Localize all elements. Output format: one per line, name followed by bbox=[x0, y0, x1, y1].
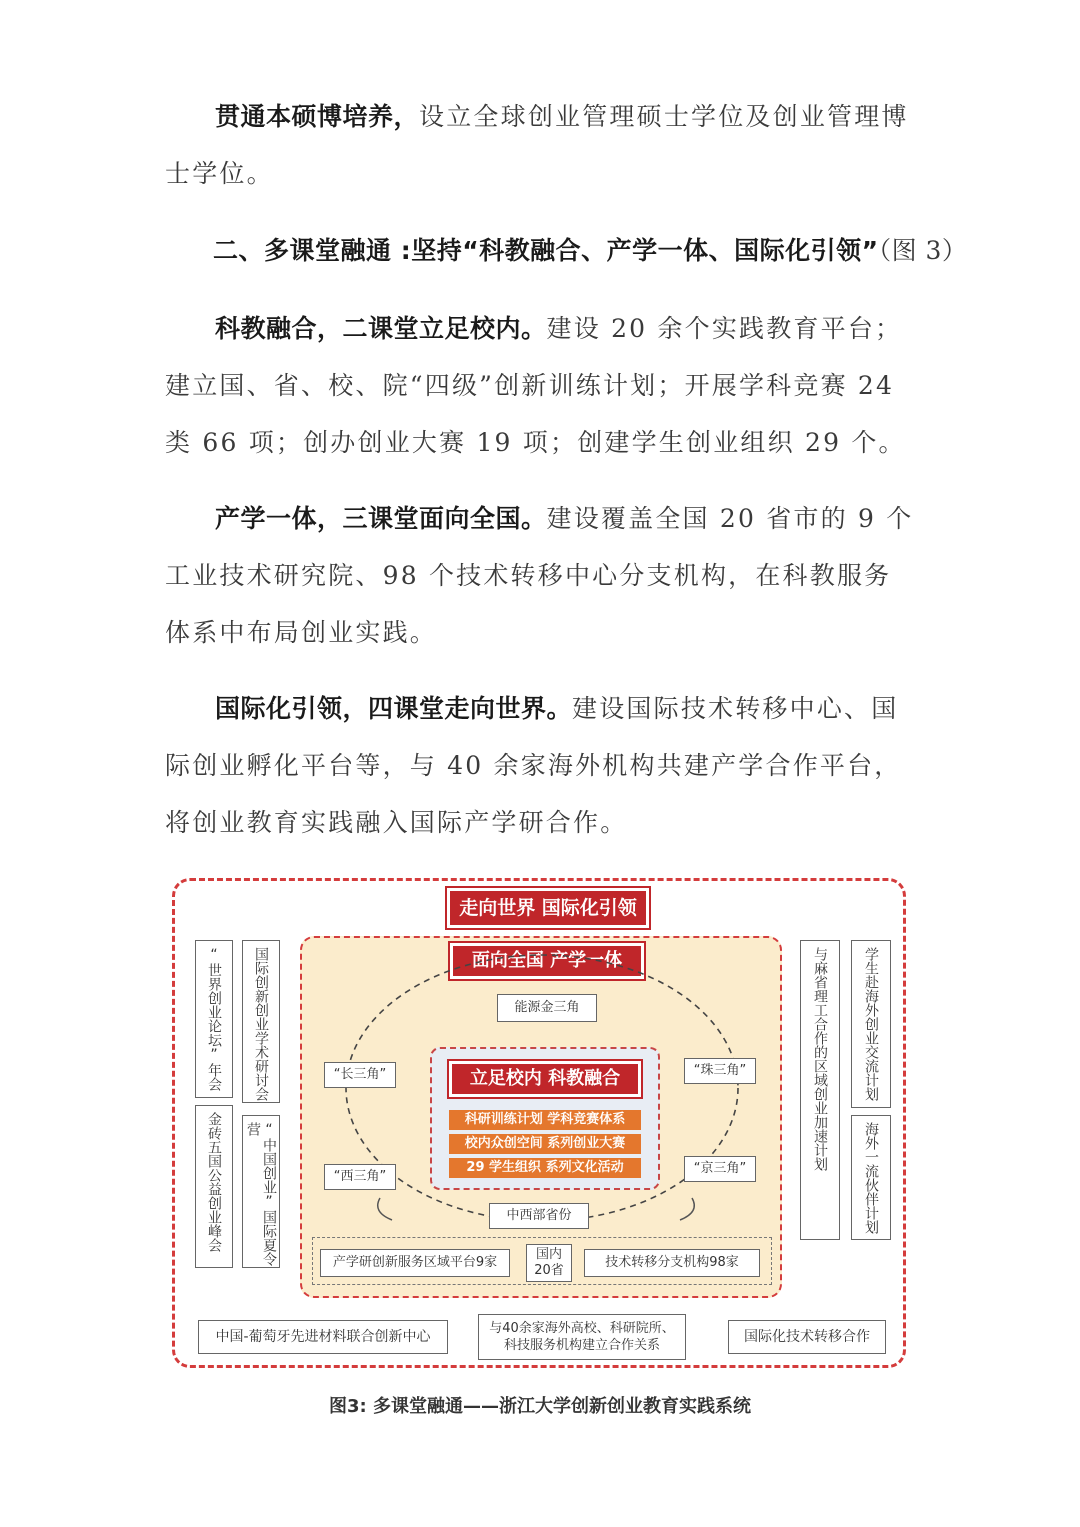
figure-caption: 图3: 多课堂融通——浙江大学创新创业教育实践系统 bbox=[329, 1396, 751, 1417]
paragraph-lead: 产学一体，三课堂面向全国。 bbox=[215, 504, 547, 533]
bottom-box-intl-tech-transfer: 国际化技术转移合作 bbox=[728, 1320, 886, 1354]
bottom-box-overseas-partners: 与40余家海外高校、科研院所、 科技服务机构建立合作关系 bbox=[478, 1314, 686, 1360]
paragraph-internationalization bbox=[165, 680, 917, 851]
left-box-brics-summit: 金砖五国公益创业峰会 bbox=[195, 1105, 233, 1268]
left-box-summer-camp: “中国创业”国际夏令营 bbox=[242, 1115, 280, 1268]
right-box-overseas-exchange: 学生赴海外创业交流计划 bbox=[851, 940, 891, 1108]
region-left-top: “长三角” bbox=[324, 1062, 396, 1088]
paragraph-doctoral-training bbox=[165, 88, 917, 202]
region-top: 能源金三角 bbox=[497, 994, 597, 1022]
inner-title: 立足校内 科教融合 bbox=[452, 1064, 638, 1094]
figure-reference: （图 3） bbox=[878, 236, 968, 265]
paragraph-text: 设立全球创业管理硕士学位及创业管理博士学位。 bbox=[165, 102, 909, 188]
region-right-bottom: “京三角” bbox=[684, 1156, 756, 1182]
bottom-box-portugal-center: 中国-葡萄牙先进材料联合创新中心 bbox=[198, 1320, 448, 1354]
tech-transfer-branches-box: 技术转移分支机构98家 bbox=[584, 1249, 760, 1277]
region-right-top: “珠三角” bbox=[684, 1058, 756, 1084]
paragraph-lead: 贯通本硕博培养， bbox=[215, 102, 420, 131]
regional-platform-box: 产学研创新服务区域平台9家 bbox=[320, 1249, 510, 1277]
outer-title: 走向世界 国际化引领 bbox=[450, 891, 646, 925]
middle-title: 面向全国 产学一体 bbox=[453, 946, 641, 976]
paragraph-lead: 国际化引领，四课堂走向世界。 bbox=[215, 694, 573, 723]
inner-row: 29 学生组织 系列文化活动 bbox=[449, 1158, 641, 1178]
paragraph-text: 建设覆盖全国 20 省市的 9 个工业技术研究院、98 个技术转移中心分支机构，在科教服务体系中布局创业实践。 bbox=[165, 504, 914, 647]
section-heading bbox=[213, 226, 968, 276]
domestic-provinces-box: 国内 20省 bbox=[526, 1244, 572, 1282]
inner-row: 科研训练计划 学科竞赛体系 bbox=[449, 1110, 641, 1130]
right-box-mit-accelerator: 与麻省理工合作的区域创业加速计划 bbox=[800, 940, 840, 1240]
region-left-bottom: “西三角” bbox=[324, 1164, 396, 1190]
region-bottom: 中西部省份 bbox=[489, 1203, 589, 1229]
left-box-academic-symposium: 国际创新创业学术研讨会 bbox=[242, 940, 280, 1103]
paragraph-science-education bbox=[165, 300, 917, 471]
left-box-world-forum: “世界创业论坛”年会 bbox=[195, 940, 233, 1098]
section-heading-text: 二、多课堂融通 :坚持“科教融合、产学一体、国际化引领” bbox=[213, 236, 879, 265]
right-box-partner-plan: 海外一流伙伴计划 bbox=[851, 1115, 891, 1240]
paragraph-lead: 科教融合，二课堂立足校内。 bbox=[215, 314, 547, 343]
paragraph-text: 建设 20 余个实践教育平台；建立国、省、校、院“四级”创新训练计划；开展学科竞赛 24 类 66 项；创办创业大赛 19 项；创建学生创业组织 29 个。 bbox=[165, 314, 906, 457]
paragraph-text: 建设国际技术转移中心、国际创业孵化平台等，与 40 余家海外机构共建产学合作平台，将创业教育实践融入国际产学研合作。 bbox=[165, 694, 902, 837]
inner-row: 校内众创空间 系列创业大赛 bbox=[449, 1134, 641, 1154]
paragraph-industry-academia bbox=[165, 490, 917, 661]
